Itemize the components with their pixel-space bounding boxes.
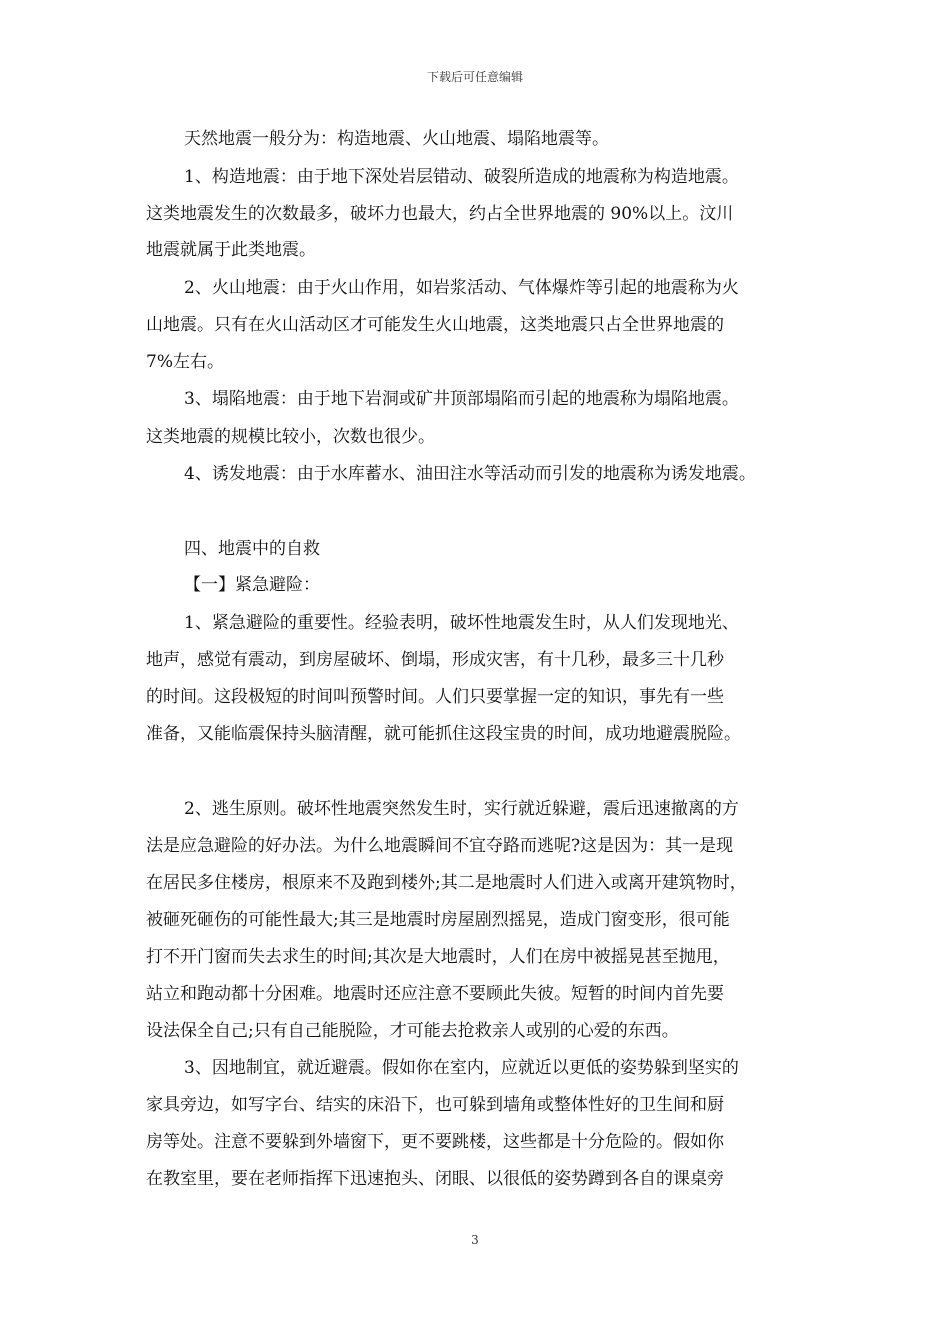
- text-line: 打不开门窗而失去求生的时间;其次是大地震时，人们在房中被摇晃甚至抛甩，: [146, 947, 730, 967]
- text-line: 在居民多住楼房，根原来不及跑到楼外;其二是地震时人们进入或离开建筑物时，: [146, 873, 747, 893]
- text-line: 1、构造地震：由于地下深处岩层错动、破裂所造成的地震称为构造地震。: [184, 167, 739, 187]
- page-header: 下载后可任意编辑: [426, 70, 523, 84]
- text-line: 这类地震发生的次数最多，破坏力也最大，约占全世界地震的 90%以上。汶川: [146, 204, 734, 224]
- text-line: 设法保全自己;只有自己能脱险，才可能去抢救亲人或别的心爱的东西。: [146, 1021, 679, 1041]
- text-line: 3、塌陷地震：由于地下岩洞或矿井顶部塌陷而引起的地震称为塌陷地震。: [184, 389, 739, 409]
- text-line: 准备，又能临震保持头脑清醒，就可能抓住这段宝贵的时间，成功地避震脱险。: [146, 724, 741, 744]
- text-line: 地震就属于此类地震。: [146, 240, 316, 260]
- page-number: 3: [471, 1233, 479, 1247]
- text-line: 地声，感觉有震动，到房屋破坏、倒塌，形成灾害，有十几秒，最多三十几秒: [146, 650, 724, 670]
- text-line: 在教室里，要在老师指挥下迅速抱头、闭眼、以很低的姿势蹲到各自的课桌旁: [146, 1169, 724, 1189]
- text-line: 房等处。注意不要躲到外墙窗下，更不要跳楼，这些都是十分危险的。假如你: [146, 1132, 724, 1152]
- subsection-heading: 【一】紧急避险：: [184, 575, 320, 595]
- text-line: 这类地震的规模比较小，次数也很少。: [146, 427, 435, 447]
- text-line: 3、因地制宜，就近避震。假如你在室内，应就近以更低的姿势躲到坚实的: [184, 1058, 739, 1078]
- text-line: 山地震。只有在火山活动区才可能发生火山地震，这类地震只占全世界地震的: [146, 315, 724, 335]
- text-line: 7%左右。: [146, 352, 224, 372]
- text-line: 2、火山地震：由于火山作用，如岩浆活动、气体爆炸等引起的地震称为火: [184, 278, 739, 298]
- text-line: 被砸死砸伤的可能性最大;其三是地震时房屋剧烈摇晃，造成门窗变形，很可能: [146, 910, 730, 930]
- text-line: 家具旁边，如写字台、结实的床沿下，也可躲到墙角或整体性好的卫生间和厨: [146, 1095, 724, 1115]
- text-line: 站立和跑动都十分困难。地震时还应注意不要顾此失彼。短暂的时间内首先要: [146, 984, 724, 1004]
- text-line: 法是应急避险的好办法。为什么地震瞬间不宜夺路而逃呢?这是因为：其一是现: [146, 836, 734, 856]
- text-line: 4、诱发地震：由于水库蓄水、油田注水等活动而引发的地震称为诱发地震。: [184, 464, 756, 484]
- text-line: 2、逃生原则。破坏性地震突然发生时，实行就近躲避，震后迅速撤离的方: [184, 799, 739, 819]
- text-line: 的时间。这段极短的时间叫预警时间。人们只要掌握一定的知识，事先有一些: [146, 687, 724, 707]
- text-line: 天然地震一般分为：构造地震、火山地震、塌陷地震等。: [184, 129, 609, 149]
- section-heading: 四、地震中的自救: [184, 539, 320, 559]
- text-line: 1、紧急避险的重要性。经验表明，破坏性地震发生时，从人们发现地光、: [184, 613, 739, 633]
